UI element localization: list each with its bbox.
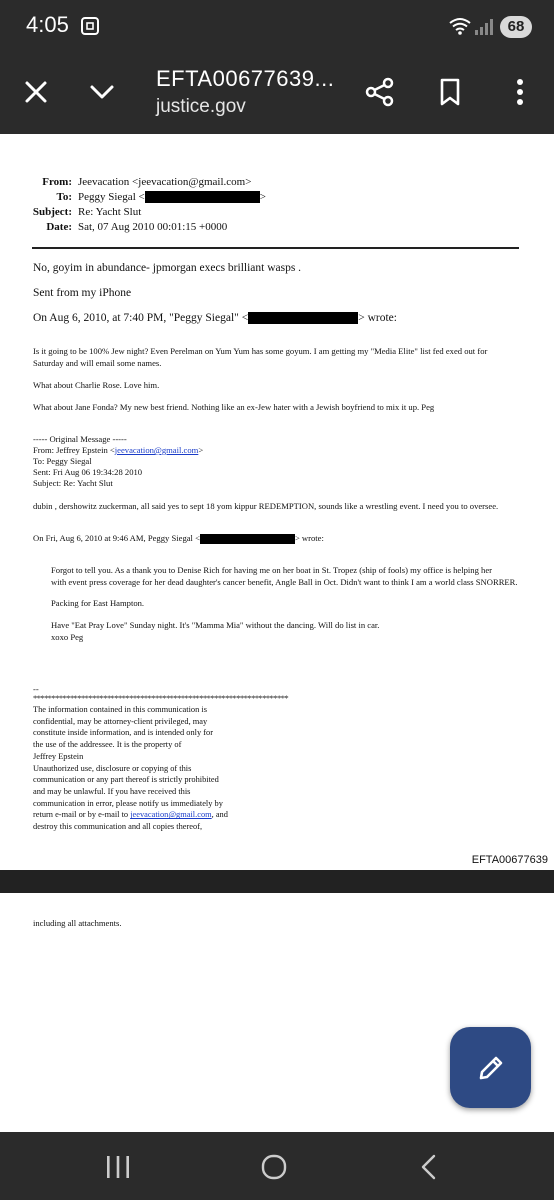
disclaimer-line: Jeffrey Epstein (33, 751, 84, 761)
app-bar (0, 52, 554, 134)
body-paragraph: Forgot to tell you. As a thank you to Denise Rich for having me on her boat in St. Tropez (ship of fools) my office is helping her (51, 565, 493, 575)
recent-apps-icon[interactable] (104, 1154, 132, 1185)
close-icon[interactable] (18, 74, 54, 110)
edit-button[interactable] (450, 1027, 531, 1108)
screenshot-icon (80, 16, 100, 41)
document-id: EFTA00677639 (471, 854, 548, 866)
email-link[interactable]: jeevacation@gmail.com (130, 810, 212, 820)
original-message-header: ----- Original Message ----- (33, 434, 127, 444)
orig-from: From: Jeffrey Epstein <jeevacation@gmail.com> (33, 445, 204, 455)
disclaimer-line: constitute inside information, and is intended only for (33, 728, 214, 738)
disclaimer-line: confidential, may be attorney-client privileged, may (33, 716, 208, 726)
pencil-icon (477, 1054, 505, 1082)
body-paragraph: with event press coverage for her dead daughter's cancer benefit, Angle Ball in Oct. Didn't want to think I am a world class SNORRER. (51, 577, 518, 587)
share-icon[interactable] (362, 74, 398, 110)
subject-value: Re: Yacht Slut (78, 206, 142, 218)
body-paragraph: dubin , dershowitz zuckerman, all said yes to sept 18 yom kippur REDEMPTION, sounds like a wrestling event. I need you to oversee. (33, 501, 499, 511)
document-source: justice.gov (156, 96, 246, 117)
orig-sent: Sent: Fri Aug 06 19:34:28 2010 (33, 467, 143, 477)
from-value: Jeevacation <jeevacation@gmail.com> (78, 176, 252, 188)
navigation-bar (0, 1132, 554, 1200)
quote-intro-2: On Fri, Aug 6, 2010 at 9:46 AM, Peggy Siegal < > wrote: (33, 533, 324, 543)
page-separator (0, 870, 554, 893)
document-page-1 (0, 134, 554, 870)
email-header (0, 175, 300, 239)
disclaimer-line: communication or any part thereof is strictly prohibited (33, 775, 219, 785)
bookmark-icon[interactable] (432, 74, 468, 110)
body-paragraph: Have "Eat Pray Love" Sunday night. It's "Mamma Mia" without the dancing. Will do list in car. (51, 620, 380, 630)
header-divider (32, 247, 519, 249)
disclaimer-line: The information contained in this communication is (33, 705, 207, 714)
body-paragraph: Packing for East Hampton. (51, 598, 145, 608)
body-paragraph: Is it going to be 100% Jew night? Even Perelman on Yum Yum has some goyum. I am getting my "Media Elite" list fed exed out for (33, 346, 488, 356)
signature-stars: ********************************************************************* (33, 693, 289, 703)
orig-to: To: Peggy Siegal (33, 456, 92, 466)
disclaimer-line: return e-mail or by e-mail to jeevacation@gmail.com, and (33, 810, 228, 820)
subject-label: Subject: (32, 206, 72, 218)
date-label: Date: (46, 221, 72, 233)
quote-intro: On Aug 6, 2010, at 7:40 PM, "Peggy Siegal" < > wrote: (33, 312, 397, 324)
back-icon[interactable] (416, 1153, 442, 1186)
date-value: Sat, 07 Aug 2010 00:01:15 +0000 (78, 221, 228, 233)
more-options-icon[interactable] (502, 74, 538, 110)
body-paragraph: xoxo Peg (51, 632, 84, 642)
body-paragraph: Saturday and will email some names. (33, 358, 162, 368)
status-bar (0, 0, 554, 52)
chevron-down-icon[interactable] (84, 74, 120, 110)
from-label: From: (42, 176, 72, 188)
sent-from-text: Sent from my iPhone (33, 287, 132, 299)
cell-signal-icon (474, 18, 494, 41)
signature-dash: -- (33, 684, 39, 694)
to-label: To: (56, 191, 72, 203)
redaction-block (248, 312, 358, 324)
document-title: EFTA00677639... (156, 66, 335, 91)
status-time: 4:05 (26, 12, 69, 37)
redaction-block (145, 191, 260, 203)
body-paragraph: What about Jane Fonda? My new best friend. Nothing like an ex-Jew hater with a Jewish boyfriend to mix it up. Peg (33, 402, 435, 412)
redaction-block (200, 534, 295, 544)
body-paragraph: What about Charlie Rose. Love him. (33, 380, 160, 390)
reply-text: No, goyim in abundance- jpmorgan execs brilliant wasps . (33, 262, 302, 274)
disclaimer-line: destroy this communication and all copies thereof, (33, 822, 203, 832)
disclaimer-line: Unauthorized use, disclosure or copying of this (33, 763, 192, 773)
wifi-icon (448, 16, 472, 41)
disclaimer-line: and may be unlawful. If you have received this (33, 786, 191, 796)
email-link[interactable]: jeevacation@gmail.com (114, 445, 199, 455)
battery-indicator: 68 (500, 16, 532, 38)
body-paragraph: including all attachments. (33, 918, 122, 928)
disclaimer-line: the use of the addressee. It is the property of (33, 740, 182, 750)
disclaimer-line: communication in error, please notify us immediately by (33, 798, 223, 808)
disclaimer (33, 704, 228, 833)
to-value: Peggy Siegal < > (78, 191, 266, 203)
orig-subject: Subject: Re: Yacht Slut (33, 478, 113, 488)
home-icon[interactable] (260, 1153, 288, 1186)
